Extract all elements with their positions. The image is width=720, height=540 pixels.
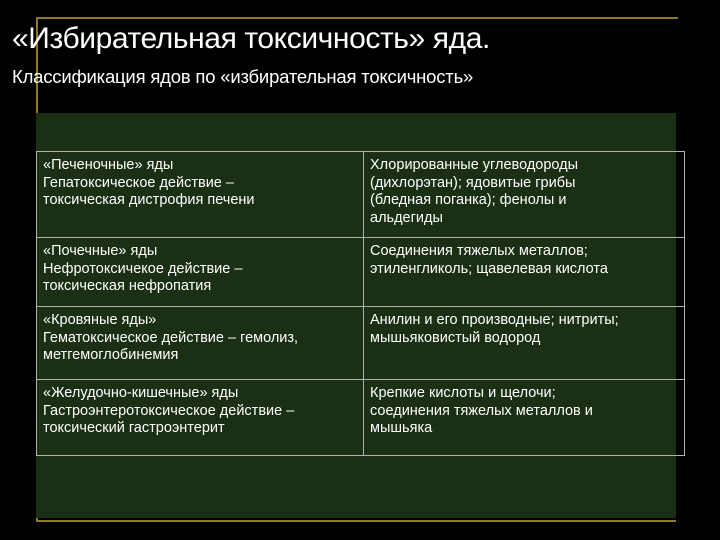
cell-line: (дихлорэтан); ядовитые грибы (370, 174, 576, 191)
cell-line: токсическая дистрофия печени (43, 192, 255, 208)
cell-line: соединения тяжелых металлов и (370, 402, 593, 419)
table-row (37, 238, 685, 307)
table-row (37, 380, 685, 456)
cell-line: (бледная поганка); фенолы и (370, 192, 567, 208)
cell-line: «Печеночные» яды (43, 157, 174, 173)
poison-group-cell (37, 152, 364, 238)
cell-line: Крепкие кислоты и щелочи; (370, 385, 556, 401)
cell-line: «Кровяные яды» (43, 312, 157, 328)
cell-line: Гепатоксическое действие – (43, 174, 234, 191)
cell-line: токсический гастроэнтерит (43, 420, 225, 436)
cell-line: альдегиды (370, 209, 443, 226)
cell-line: «Желудочно-кишечные» яды (43, 385, 239, 401)
cell-line: Соединения тяжелых металлов; (370, 243, 588, 259)
bottom-frame-line (36, 520, 676, 522)
cell-line: Нефротоксичекое действие – (43, 260, 243, 277)
top-frame-line (36, 17, 678, 19)
poison-examples-cell (364, 380, 685, 456)
table-row (37, 307, 685, 380)
cell-line: токсическая нефропатия (43, 278, 212, 294)
cell-line: мышьяковистый водород (370, 329, 541, 346)
poison-classification-table (36, 151, 685, 456)
poison-examples-cell (364, 307, 685, 380)
poison-group-cell (37, 238, 364, 307)
slide-title: «Избирательная токсичность» яда. (12, 22, 490, 55)
cell-line: этиленгликоль; щавелевая кислота (370, 260, 608, 277)
poison-group-cell (37, 307, 364, 380)
cell-line: Анилин и его производные; нитриты; (370, 312, 619, 328)
poison-examples-cell (364, 152, 685, 238)
cell-line: метгемоглобинемия (43, 347, 179, 363)
cell-line: Гематоксическое действие – гемолиз, (43, 329, 299, 346)
cell-line: «Почечные» яды (43, 243, 158, 259)
poison-group-cell (37, 380, 364, 456)
poison-examples-cell (364, 238, 685, 307)
cell-line: мышьяка (370, 420, 433, 436)
cell-line: Гастроэнтеротоксическое действие – (43, 402, 295, 419)
cell-line: Хлорированные углеводороды (370, 157, 579, 173)
slide-subtitle: Классификация ядов по «избирательная токсичность» (12, 66, 474, 87)
table-row (37, 152, 685, 238)
